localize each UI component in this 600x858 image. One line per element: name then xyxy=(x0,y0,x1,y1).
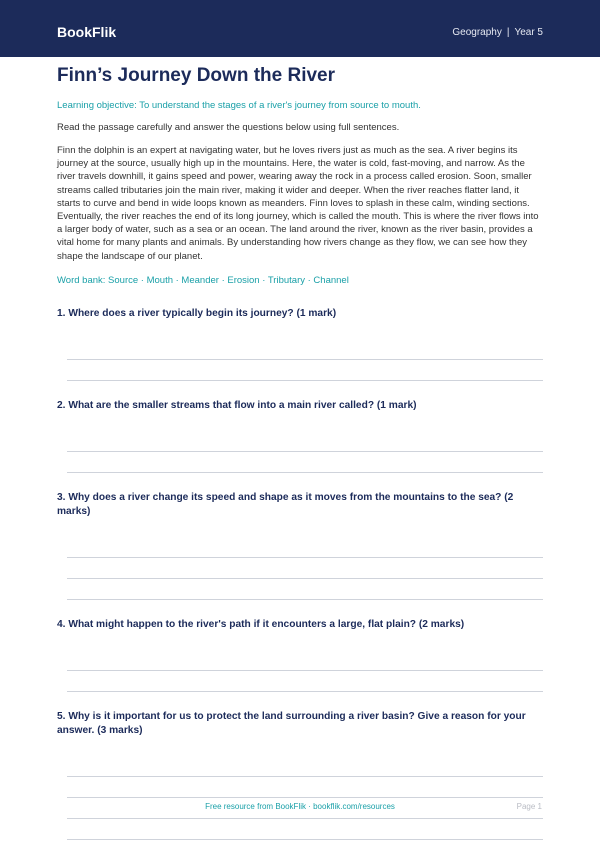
meta-separator: | xyxy=(506,27,510,38)
question-text: 3. Why does a river change its speed and shape as it moves from the mountains to the sea? (2 marks) xyxy=(57,491,514,517)
question-text: 5. Why is it important for us to protect the land surrounding a river basin? Give a reason for your answer. (3 marks) xyxy=(57,710,526,736)
subject-label: Geography xyxy=(452,27,502,38)
question-text: 4. What might happen to the river's path if it encounters a large, flat plain? (2 marks) xyxy=(57,618,465,630)
answer-line[interactable] xyxy=(67,819,543,840)
answer-lines xyxy=(57,537,543,600)
answer-line[interactable] xyxy=(67,339,543,360)
instruction-text: Read the passage carefully and answer the questions below using full sentences. xyxy=(57,122,400,133)
answer-lines xyxy=(57,339,543,381)
answer-lines xyxy=(57,756,543,840)
header-bar xyxy=(0,0,600,57)
questions-list xyxy=(57,307,543,840)
footer-credit[interactable]: Free resource from BookFlik · bookflik.com/resources xyxy=(205,802,395,811)
answer-line[interactable] xyxy=(67,558,543,579)
answer-line[interactable] xyxy=(67,756,543,777)
question-2 xyxy=(57,399,543,473)
word-bank: Word bank: Source · Mouth · Meander · Erosion · Tributary · Channel xyxy=(57,274,349,286)
answer-lines xyxy=(57,650,543,692)
answer-line[interactable] xyxy=(67,431,543,452)
question-4 xyxy=(57,618,543,692)
question-1 xyxy=(57,307,543,381)
question-text: 1. Where does a river typically begin its journey? (1 mark) xyxy=(57,307,337,319)
brand-logo-text: BookFlik xyxy=(57,24,117,40)
answer-line[interactable] xyxy=(67,650,543,671)
year-label: Year 5 xyxy=(514,27,543,38)
answer-line[interactable] xyxy=(67,537,543,558)
answer-line[interactable] xyxy=(67,671,543,692)
question-3 xyxy=(57,491,543,600)
answer-line[interactable] xyxy=(67,360,543,381)
learning-objective: Learning objective: To understand the stages of a river's journey from source to mouth. xyxy=(57,100,421,111)
question-text: 2. What are the smaller streams that flow into a main river called? (1 mark) xyxy=(57,399,417,411)
answer-line[interactable] xyxy=(67,579,543,600)
answer-line[interactable] xyxy=(67,452,543,473)
answer-lines xyxy=(57,431,543,473)
page-number: Page 1 xyxy=(516,802,542,811)
worksheet-content xyxy=(57,64,543,858)
reading-passage: Finn the dolphin is an expert at navigating water, but he loves rivers just as much as the sea. A river begins its journey at the source, usually high up in the mountains. Here, the water is cold, fast-moving, and narrow. As the river travels downhill, it gains speed and power, wearing away the rock in a process called erosion. Soon, smaller streams called tributaries join the main river, making it wider and deeper. When the river reaches flatter land, it starts to curve and bend in wide loops known as meanders. Finn loves to splash in these calm, winding sections. Eventually, the river reaches the end of its long journey, which is called the mouth. This is where the river flows into a larger body of water, such as a sea or an ocean. The land around the river, known as the river basin, provides a vital home for many plants and animals. By understanding how rivers change as they flow, we can see how they shape the landscape of our planet. xyxy=(57,145,539,262)
question-5 xyxy=(57,710,543,840)
answer-line[interactable] xyxy=(67,777,543,798)
subject-year-meta xyxy=(452,27,543,39)
page-title: Finn’s Journey Down the River xyxy=(57,65,336,86)
